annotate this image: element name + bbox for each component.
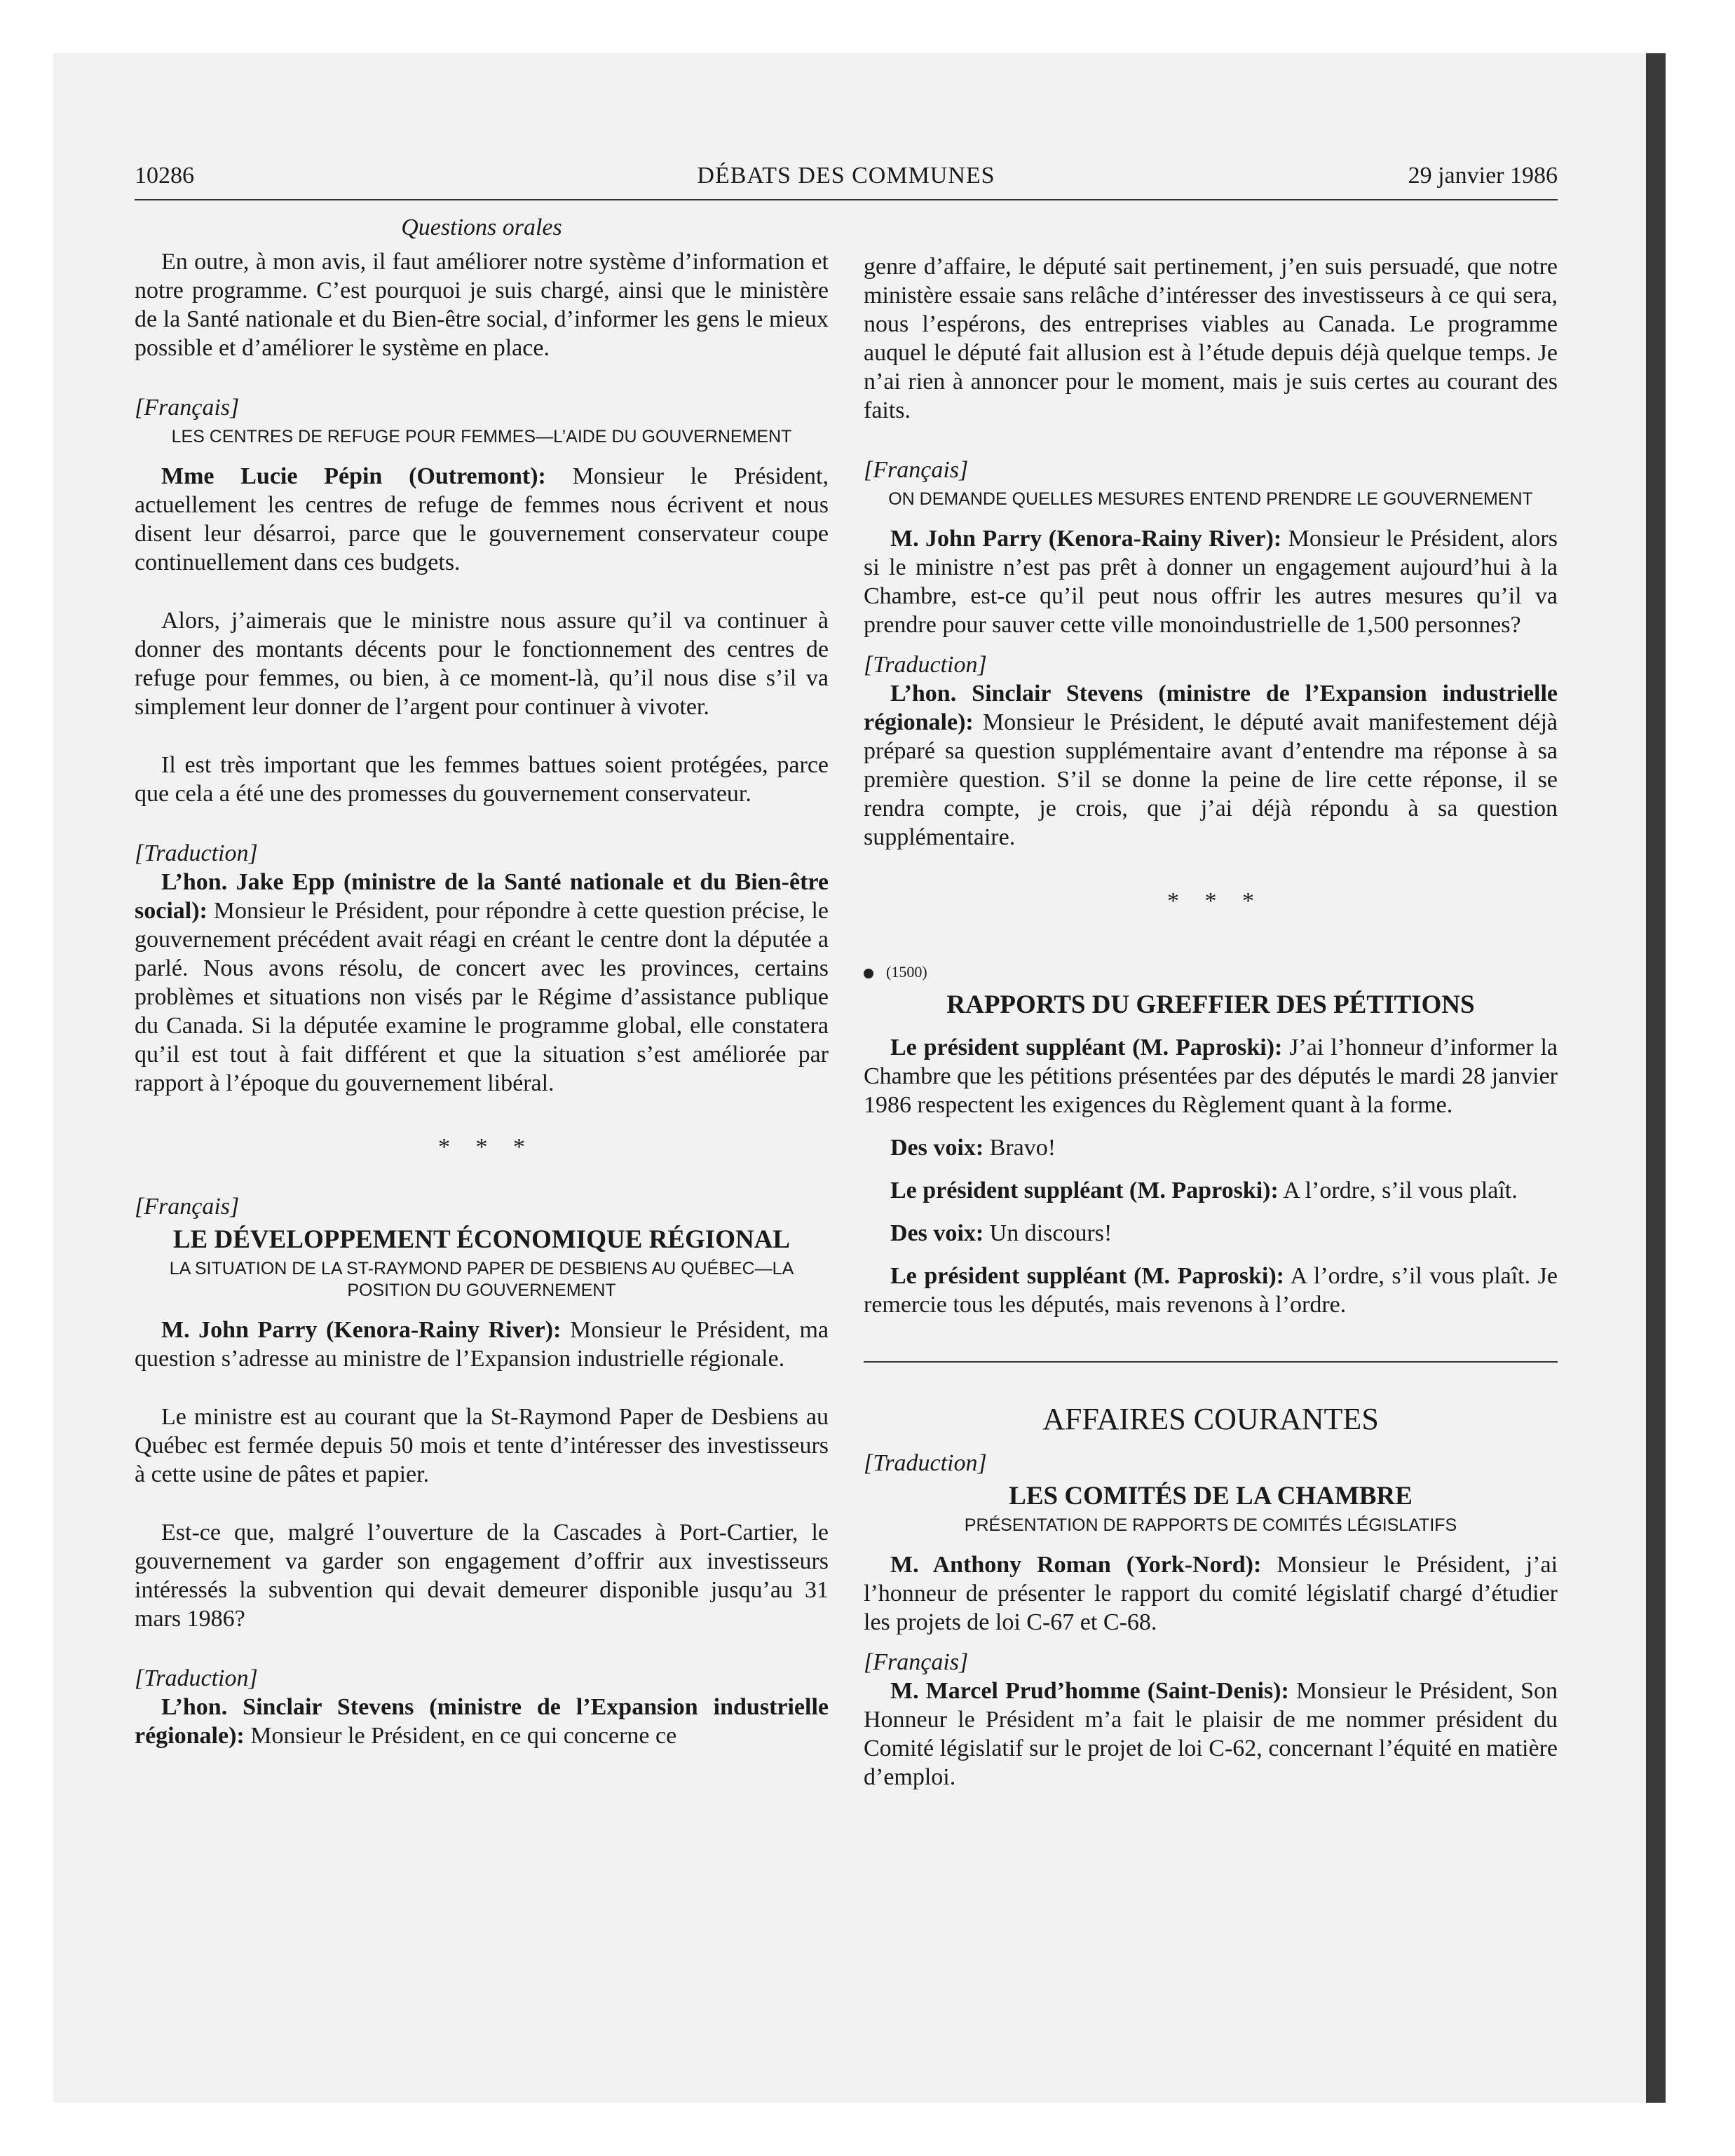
language-tag: [Traduction] [135,840,258,866]
bullet-icon [864,969,873,978]
speech-text: Monsieur le Président, le député avait manifestement déjà préparé sa question supplémentaire avant d’entendre ma réponse à sa première question. S’il se donne la peine de lire cette réponse, il se rendra compte, je crois, que j’ai déjà répondu à sa question supplémentaire. [864,709,1558,850]
paragraph [864,1677,1558,1792]
left-column [135,213,829,1750]
section-rule [864,1361,1558,1363]
time-marker-text: (1500) [886,963,927,981]
section-heading: LE DÉVELOPPEMENT ÉCONOMIQUE RÉGIONAL [172,1225,791,1254]
section-caption: Questions orales [401,214,562,240]
speaker-name: M. Anthony Roman (York-Nord): [890,1552,1262,1578]
speech-text: Monsieur le Président, j’ai l’honneur de présenter le rapport du comité législatif chargé d’étudier les projets de loi C-67 et C-68. [864,1552,1558,1635]
time-marker [864,957,1558,986]
section-heading: RAPPORTS DU GREFFIER DES PÉTITIONS [946,990,1475,1019]
speech-text: A l’ordre, s’il vous plaît. [1278,1178,1518,1203]
paragraph: En outre, à mon avis, il faut améliorer notre système d’information et notre programme. C’est pourquoi je suis chargé, ainsi que le ministère de la Santé nationale et du Bien-être social, d’informer les gens le mieux possible et d’améliorer le système en place. [135,249,829,361]
language-tag: [Traduction] [864,1450,987,1476]
paragraph: Il est très important que les femmes battues soient protégées, parce que cela a été une des promesses du gouvernement conservateur. [135,752,829,807]
speech-text: Monsieur le Président, actuellement les centres de refuge de femmes nous écrivent et nous disent leur désarroi, parce que le gouvernement conservateur coupe continuellement dans ces budgets. [135,463,829,575]
language-tag: [Français] [864,457,969,483]
paragraph: Le ministre est au courant que la St-Raymond Paper de Desbiens au Québec est fermée depuis 50 mois et tente d’intéresser des investisseurs à cette usine de pâtes et papier. [135,1404,829,1487]
speaker-name: M. John Parry (Kenora-Rainy River): [161,1317,562,1343]
paragraph [864,1133,1558,1162]
page-number: 10286 [135,163,194,189]
paragraph [864,1033,1558,1119]
language-tag: [Traduction] [864,652,987,678]
section-separator: * * * [1167,888,1254,914]
speaker-name: Le président suppléant (M. Paproski): [890,1263,1284,1289]
subheading: LA SITUATION DE LA ST-RAYMOND PAPER DE DESBIENS AU QUÉBEC—LA POSITION DU GOUVERNEMENT [169,1259,794,1300]
paragraph [864,679,1558,852]
speaker-name: L’hon. Sinclair Stevens (ministre de l’Expansion industrielle régionale): [864,681,1558,735]
speech-text: Monsieur le Président, Son Honneur le Président m’a fait le plaisir de me nommer président du Comité législatif sur le projet de loi C-62, concernant l’équité en matière d’emploi. [864,1678,1558,1790]
speaker-name: Le président suppléant (M. Paproski): [890,1035,1283,1060]
section-heading: LES COMITÉS DE LA CHAMBRE [1009,1482,1413,1510]
scan-edge-bar [1646,53,1666,2103]
speaker-name: L’hon. Sinclair Stevens (ministre de l’Expansion industrielle régionale): [135,1694,829,1749]
speaker-name: Mme Lucie Pépin (Outremont): [161,463,546,489]
publication-date: 29 janvier 1986 [1408,163,1558,189]
speech-text: Monsieur le Président, alors si le ministre n’est pas prêt à donner un engagement aujourd’hui à la Chambre, est-ce qu’il peut nous offrir les autres mesures qu’il va prendre pour sauver cette ville monoindustrielle de 1,500 personnes? [864,526,1558,638]
paragraph: genre d’affaire, le député sait pertinement, j’en suis persuadé, que notre ministère essaie sans relâche d’intéresser des investisseurs à ce qui sera, nous l’espérons, des entreprises viables au Canada. Le programme auquel le député fait allusion est à l’étude depuis déjà quelque temps. Je n’ai rien à annoncer pour le moment, mais je suis certes au courant des faits. [864,254,1558,423]
speaker-name: M. John Parry (Kenora-Rainy River): [890,526,1282,552]
speaker-name: Des voix: [890,1220,984,1246]
section-separator: * * * [438,1134,525,1160]
paragraph: Alors, j’aimerais que le ministre nous assure qu’il va continuer à donner des montants décents pour le fonctionnement des centres de refuge pour femmes, ou bien, à ce moment-là, qu’il nous dise s’il va simplement leur donner de l’argent pour continuer à vivoter. [135,608,829,720]
speech-text: A l’ordre, s’il vous plaît. Je remercie tous les députés, mais revenons à l’ordre. [864,1263,1558,1318]
speaker-name: L’hon. Jake Epp (ministre de la Santé nationale et du Bien-être social): [135,869,829,924]
paragraph [864,1262,1558,1319]
paragraph [135,1316,829,1373]
paragraph [135,1693,829,1750]
right-column [864,252,1558,1792]
language-tag: [Français] [135,1194,240,1220]
paragraph: Est-ce que, malgré l’ouverture de la Cascades à Port-Cartier, le gouvernement va garder son engagement d’offrir aux investisseurs intéressés la subvention qui devait demeurer disponible jusqu’au 31 mars 1986? [135,1520,829,1632]
speaker-name: Des voix: [890,1135,984,1161]
subheading: ON DEMANDE QUELLES MESURES ENTEND PRENDRE LE GOUVERNEMENT [888,489,1533,509]
speaker-name: Le président suppléant (M. Paproski): [890,1178,1279,1203]
speech-text: J’ai l’honneur d’informer la Chambre que les pétitions présentées par des députés le mardi 28 janvier 1986 respectent les exigences du Règlement quant à la forme. [864,1035,1558,1118]
subheading: PRÉSENTATION DE RAPPORTS DE COMITÉS LÉGISLATIFS [964,1515,1457,1535]
publication-title: DÉBATS DES COMMUNES [697,163,995,189]
paragraph [864,524,1558,639]
speech-text: Monsieur le Président, ma question s’adresse au ministre de l’Expansion industrielle régionale. [135,1317,829,1372]
language-tag: [Français] [864,1649,969,1675]
paragraph [864,1219,1558,1248]
page-header [135,163,1558,199]
paragraph [864,1176,1558,1205]
speech-text: Bravo! [984,1135,1056,1161]
speech-text: Monsieur le Président, pour répondre à cette question précise, le gouvernement précédent avait réagi en créant le centre dont la députée a parlé. Nous avons résolu, de concert avec les provinces, certains problèmes et situations non visés par le Régime d’assistance publique du Canada. Si la députée examine le programme global, elle constatera qu’il est tout à fait différent et que la situation s’est améliorée par rapport à l’époque du gouvernement libéral. [135,898,829,1096]
section-heading: AFFAIRES COURANTES [1042,1402,1379,1436]
subheading: LES CENTRES DE REFUGE POUR FEMMES—L’AIDE DU GOUVERNEMENT [171,427,792,446]
language-tag: [Français] [135,395,240,421]
language-tag: [Traduction] [135,1665,258,1691]
speaker-name: M. Marcel Prud’homme (Saint-Denis): [890,1678,1289,1704]
speech-text: Un discours! [984,1220,1113,1246]
speech-text: Monsieur le Président, en ce qui concerne ce [244,1723,677,1749]
paragraph [135,462,829,577]
paragraph [864,1550,1558,1637]
header-rule [135,199,1558,200]
paragraph [135,868,829,1098]
